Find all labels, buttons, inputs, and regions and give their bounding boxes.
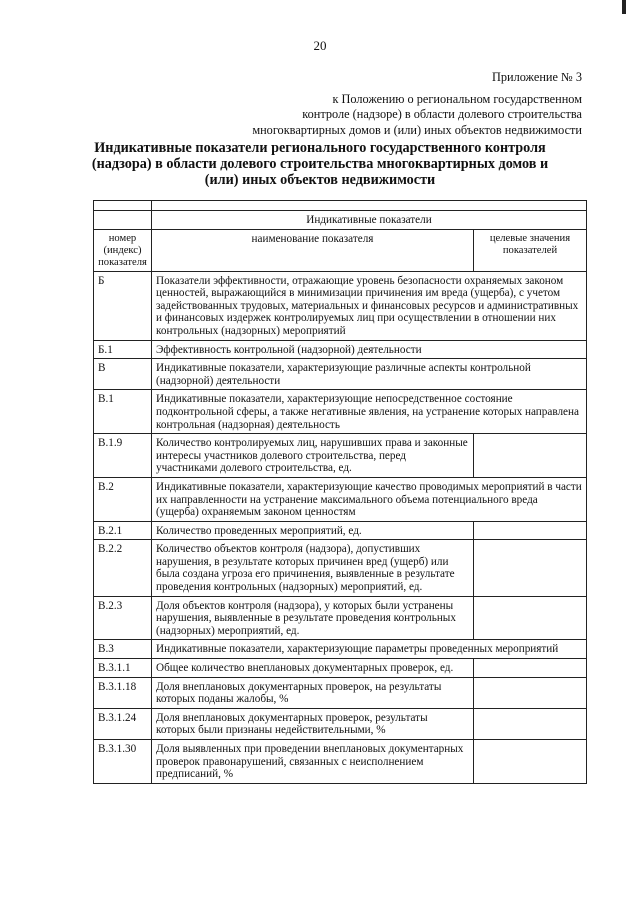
indicator-code-cell: В.3.1.1 [94,659,152,678]
indicator-name-cell: Доля внеплановых документарных проверок, результаты которых были признаны недействительными, % [152,708,474,739]
indicator-name-cell: Количество объектов контроля (надзора), допустивших нарушения, в результате которых причинен вред (ущерб) или была создана угроза его причинения, выявленные в результате проведения контрольных (надзорных) мероприятий, ед. [152,540,474,596]
indicator-code-cell: В.1.9 [94,434,152,478]
appendix-line: многоквартирных домов и (или) иных объектов недвижимости [252,122,582,137]
indicator-name-cell: Эффективность контрольной (надзорной) деятельности [152,340,587,359]
column-header-name: наименование показателя [152,229,474,271]
appendix-block [252,70,582,138]
indicator-target-cell [474,596,587,640]
indicator-name-cell: Доля внеплановых документарных проверок, на результаты которых поданы жалобы, % [152,677,474,708]
page-number: 20 [313,38,327,53]
indicator-name-cell: Количество контролируемых лиц, нарушивших права и законные интересы участников долевого строительства, перед участниками долевого строительства, ед. [152,434,474,478]
table-top-spacer-row [94,201,587,211]
header-corner-cell [94,211,152,230]
scan-edge-mark [622,0,626,14]
appendix-line: контроле (надзоре) в области долевого строительства [302,107,582,121]
table-column-header-row [94,229,587,271]
indicator-name-cell: Доля объектов контроля (надзора), у которых были устранены нарушения, выявленные в результате проведения контрольных (надзорных) мероприятий, ед. [152,596,474,640]
indicator-target-cell [474,677,587,708]
table-row [94,740,587,784]
indicator-name-cell: Показатели эффективности, отражающие уровень безопасности охраняемых законом ценностей, выражающийся в минимизации причинения им вреда (ущерба), с учетом задействованных трудовых, материальных и финансовых ресурсов и административных и финансовых издержек контролируемых лиц при осуществлении в отношении них контрольных (надзорных) мероприятий [152,271,587,340]
indicator-code-cell: В [94,359,152,390]
document-title-line: (или) иных объектов недвижимости [204,172,436,188]
document-title-line: Индикативные показатели регионального государственного контроля [94,140,546,156]
indicator-code-cell: В.1 [94,390,152,434]
table-row [94,540,587,596]
indicator-name-cell: Общее количество внеплановых документарных проверок, ед. [152,659,474,678]
indicator-code-cell: В.2.3 [94,596,152,640]
table-row [94,340,587,359]
appendix-line: к Положению о региональном государственном [332,91,582,106]
table-group-header-row [94,211,587,230]
indicator-name-cell: Индикативные показатели, характеризующие качество проводимых мероприятий в части их направленности на устранение максимального объема потенциального вреда (ущерба) охраняемым законом ценностям [152,477,587,521]
indicator-name-cell: Индикативные показатели, характеризующие непосредственное состояние подконтрольной сферы, а также негативные явления, на устранение которых направлена контрольная (надзорная) деятельность [152,390,587,434]
document-title-line: (надзора) в области долевого строительства многоквартирных домов и [91,156,549,172]
table-row [94,521,587,540]
indicator-target-cell [474,434,587,478]
indicator-name-cell: Количество проведенных мероприятий, ед. [152,521,474,540]
indicator-code-cell: В.3.1.24 [94,708,152,739]
appendix-title: Приложение № 3 [491,70,582,84]
indicator-name-cell: Индикативные показатели, характеризующие различные аспекты контрольной (надзорной) деятельности [152,359,587,390]
spacer-cell [94,201,152,211]
indicator-code-cell: Б [94,271,152,340]
group-header-cell: Индикативные показатели [152,211,587,230]
indicator-name-cell: Индикативные показатели, характеризующие параметры проведенных мероприятий [152,640,587,659]
table-row [94,434,587,478]
table-row [94,271,587,340]
indicator-code-cell: В.2 [94,477,152,521]
table-row [94,677,587,708]
indicator-code-cell: В.3.1.18 [94,677,152,708]
indicator-target-cell [474,540,587,596]
indicator-target-cell [474,708,587,739]
document-title [70,140,570,188]
table-row [94,359,587,390]
indicators-table [93,200,587,784]
indicator-target-cell [474,659,587,678]
table-row [94,659,587,678]
table-row [94,390,587,434]
table-row [94,640,587,659]
table-row [94,477,587,521]
column-header-number: номер (индекс) показателя [94,229,152,271]
indicator-name-cell: Доля выявленных при проведении внеплановых документарных проверок правонарушений, связанных с неисполнением предписаний, % [152,740,474,784]
indicator-code-cell: В.2.2 [94,540,152,596]
indicator-target-cell [474,521,587,540]
table-row [94,596,587,640]
spacer-cell [152,201,587,211]
indicator-code-cell: В.2.1 [94,521,152,540]
indicator-code-cell: В.3 [94,640,152,659]
column-header-target: целевые значения показателей [474,229,587,271]
indicator-code-cell: В.3.1.30 [94,740,152,784]
table-row [94,708,587,739]
indicator-target-cell [474,740,587,784]
indicator-code-cell: Б.1 [94,340,152,359]
